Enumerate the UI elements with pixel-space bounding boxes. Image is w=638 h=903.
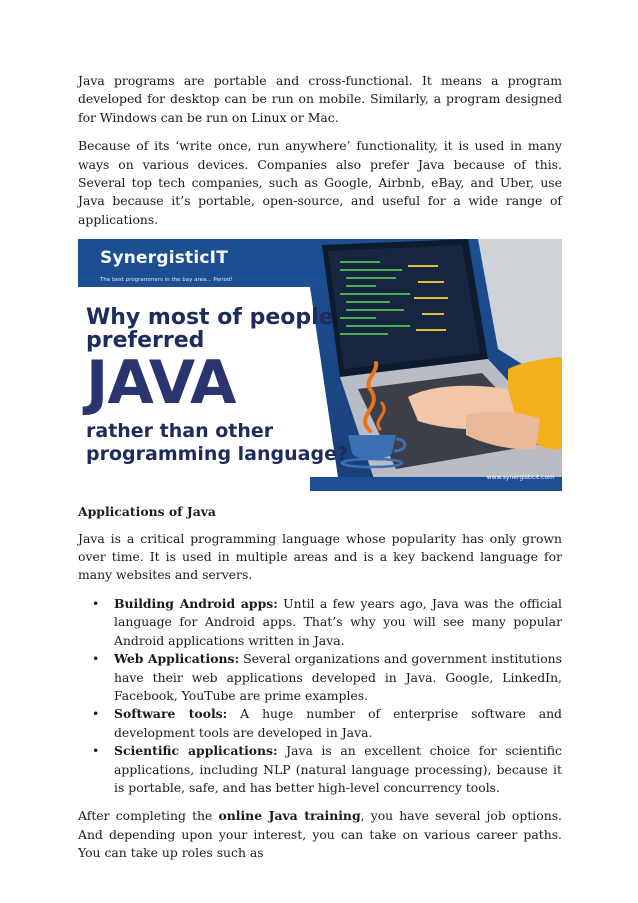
java-banner-image [78,239,562,491]
list-item [92,705,562,742]
banner-java-word: JAVA [86,348,236,419]
paragraph-write-once: Because of its ‘write once, run anywhere’ functionality, it is used in many ways on various devices. Companies also prefer Java because of this. Several top tech companies, such as Google, Airbnb, eBay, and Uber, use Java because it’s portable, open-source, and useful for a wide range of applications. [78,138,562,227]
list-item [92,595,562,650]
online-java-training-link[interactable]: online Java training [218,808,361,824]
page-content [78,72,562,873]
closing-text-after: , you have several job options. And depending upon your interest, you can take on various career paths. You can take up roles such as [78,808,562,861]
section-heading: Applications of Java [78,504,216,520]
bullet-icon: • [92,595,100,611]
paragraph-portability: Java programs are portable and cross-functional. It means a program developed for desktop can be run on mobile. Similarly, a program designed for Windows can be run on Linux or Mac. [78,73,562,125]
list-item-text: Until a few years ago, Java was the official language for Android apps. That’s why you will see many popular Android applications written in Java. [114,595,562,648]
banner-headline-line4: rather than other [86,420,274,443]
banner-brand-logo: SynergisticIT [100,248,229,269]
list-item-title: Software tools: [114,706,228,722]
list-item-title: Scientific applications: [114,743,278,759]
closing-text-before: After completing the [78,808,219,824]
list-item-text: Several organizations and government institutions have their web applications developed in Java. Google, LinkedIn, Facebook, YouTube are prime examples. [114,651,562,703]
bullet-icon: • [92,743,100,759]
list-item-title: Web Applications: [114,651,240,667]
list-item [92,650,562,705]
bullet-icon: • [92,706,100,722]
applications-list [78,595,562,797]
closing-paragraph [78,807,562,862]
list-item [92,742,562,797]
banner-headline-line5: programming language? [86,443,348,466]
list-item-title: Building Android apps: [114,595,278,611]
banner-headline-line2: preferred [86,328,205,354]
banner-brand-tagline: The best programmers in the bay area... Period! [100,277,233,284]
bullet-icon: • [92,651,100,667]
section-intro: Java is a critical programming language whose popularity has only grown over time. It is used in multiple areas and is a key backend language for many websites and servers. [78,530,562,583]
banner-url: www.synergisticit.com [486,473,554,481]
banner-headline-line1: Why most of people [86,305,334,331]
list-item-text: Java is an excellent choice for scientific applications, including NLP (natural language processing), because it is portable, safe, and has better high-level concurrency tools. [114,743,562,795]
list-item-text: A huge number of enterprise software and development tools are developed in Java. [114,706,562,740]
